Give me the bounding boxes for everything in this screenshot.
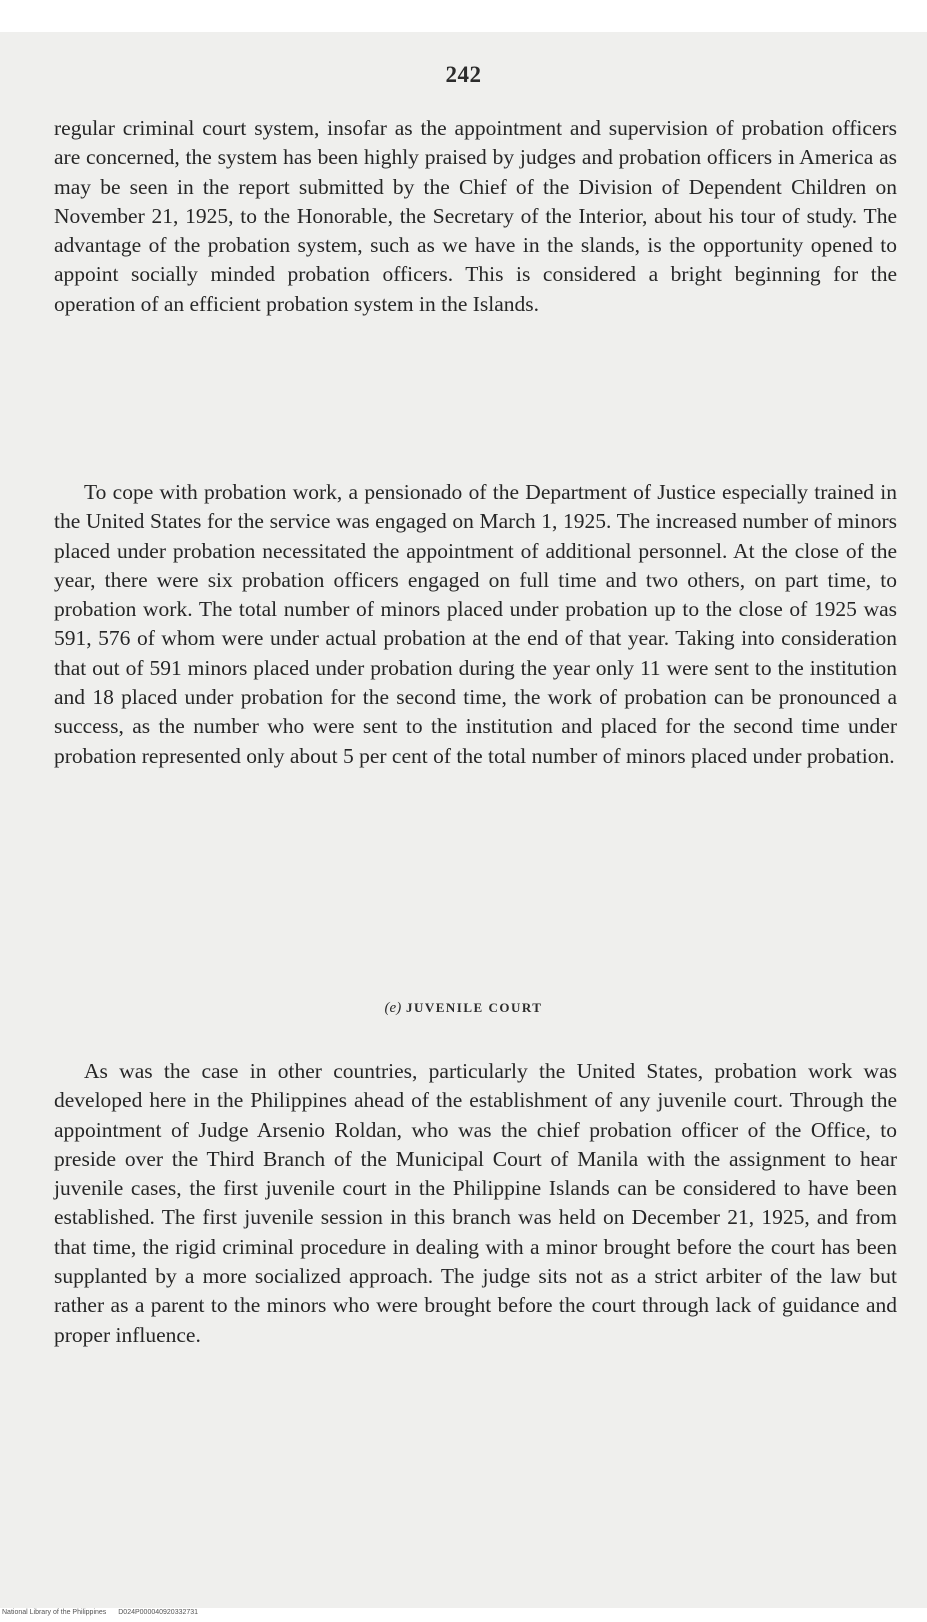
paragraph-juvenile-court [54, 1057, 897, 1350]
footer-library: National Library of the Philippines [2, 1609, 107, 1616]
paragraph-2-text: To cope with probation work, a pensionado of the Department of Justice especially trained in the United States for the service was engaged on March 1, 1925. The increased number of minors placed under probation necessitated the appointment of additional personnel. At the close of the year, there were six probation officers engaged on full time and two others, on part time, to probation work. The total number of minors placed under probation up to the close of 1925 was 591, 576 of whom were under actual probation at the end of that year. Taking into consideration that out of 591 minors placed under probation during the year only 11 were sent to the institution and 18 placed under probation for the second time, the work of probation can be pronounced a success, as the number who were sent to the institution and placed for the second time under probation represented only about 5 per cent of the total number of minors placed under probation. [54, 480, 897, 768]
scanned-page [0, 32, 927, 1608]
paragraph-1-text: regular criminal court system, insofar as the appointment and supervision of probation officers are concerned, the system has been highly praised by judges and probation officers in America as may be seen in the report submitted by the Chief of the Division of Dependent Children on November 21, 1925, to the Honorable, the Secretary of the Interior, about his tour of study. The advantage of the probation system, such as we have in the slands, is the opportunity opened to appoint socially minded probation officers. This is considered a bright beginning for the operation of an efficient probation system in the Islands. [54, 116, 897, 316]
scan-footer [2, 1609, 208, 1616]
paragraph-continuation [54, 114, 897, 319]
section-heading [0, 1000, 927, 1017]
page-number: 242 [445, 62, 482, 87]
section-title: JUVENILE COURT [405, 1000, 543, 1015]
section-letter: (e) [384, 1000, 402, 1016]
paragraph-3-text: As was the case in other countries, particularly the United States, probation work was developed here in the Philippines ahead of the establishment of any juvenile court. Through the appointment of Judge Arsenio Roldan, who was the chief probation officer of the Office, to preside over the Third Branch of the Municipal Court of Manila with the assignment to hear juvenile cases, the first juvenile court in the Philippine Islands can be considered to have been established. The first juvenile session in this branch was held on December 21, 1925, and from that time, the rigid criminal procedure in dealing with a minor brought before the court has been supplanted by a more socialized approach. The judge sits not as a strict arbiter of the law but rather as a parent to the minors who were brought before the court through lack of guidance and proper influence. [54, 1059, 897, 1347]
paragraph-probation-work [54, 478, 897, 771]
footer-code: D024P000040920332731 [118, 1609, 199, 1616]
